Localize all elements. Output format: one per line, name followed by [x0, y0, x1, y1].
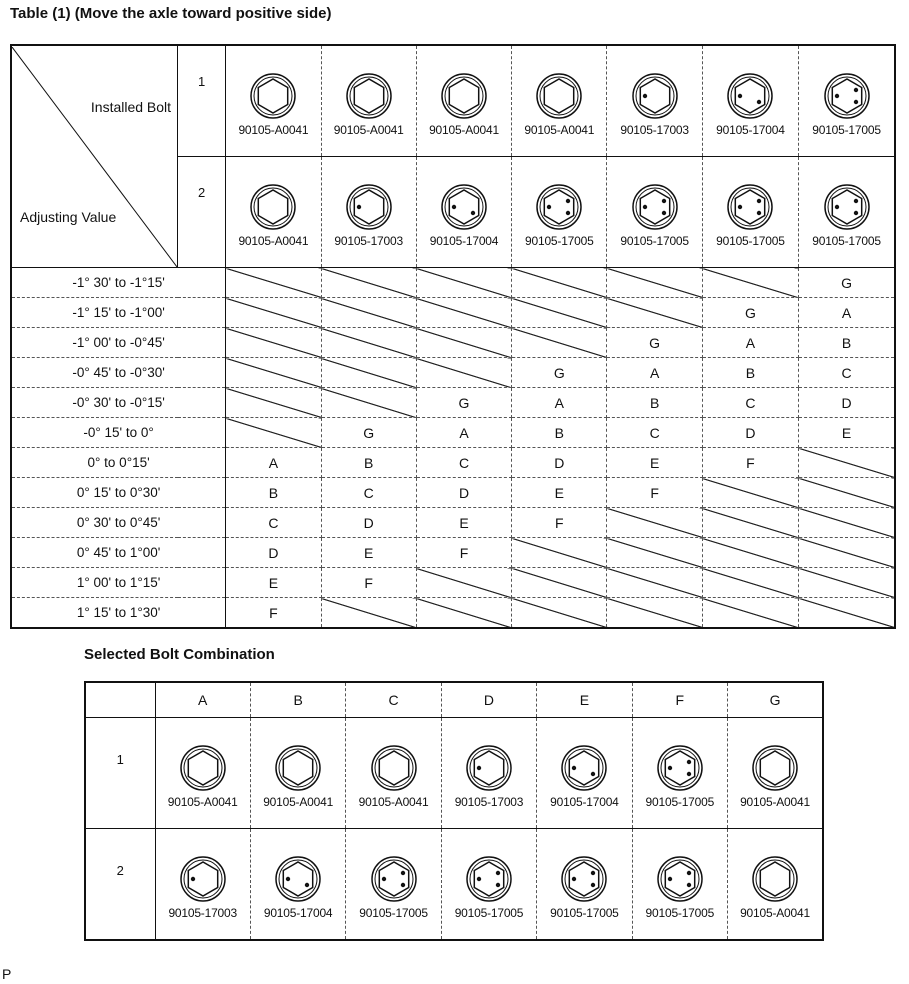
not-applicable-cell	[799, 598, 895, 629]
part-number: 90105-17004	[550, 795, 619, 809]
bolt-dot	[668, 877, 672, 881]
bolt-dot	[591, 883, 595, 887]
combination-cell: F	[702, 448, 798, 478]
combination-cell: C	[799, 358, 895, 388]
combination-cell: C	[321, 478, 416, 508]
bolt-dot	[496, 883, 500, 887]
combination-cell: D	[512, 448, 607, 478]
not-applicable-cell	[799, 508, 895, 538]
part-number: 90105-17005	[812, 234, 881, 248]
not-applicable-cell	[702, 598, 798, 629]
bolt-cell	[799, 45, 895, 157]
bolt-icon	[534, 182, 584, 232]
table-row	[11, 508, 895, 538]
combination-cell: B	[226, 478, 321, 508]
bolt-dot	[668, 766, 672, 770]
bolt-dot	[496, 871, 500, 875]
combination-cell: G	[416, 388, 511, 418]
bolt-cell	[346, 829, 441, 941]
bolt-icon	[822, 71, 872, 121]
bolt-dot	[853, 211, 857, 215]
bolt-cell	[155, 718, 250, 829]
table-row	[11, 298, 895, 328]
table-row	[11, 268, 895, 298]
part-number: 90105-A0041	[740, 906, 810, 920]
bolt-icon	[248, 182, 298, 232]
bolt-dot	[400, 871, 404, 875]
combination-cell: E	[226, 568, 321, 598]
combination-cell: D	[416, 478, 511, 508]
bolt-icon	[655, 743, 705, 793]
not-applicable-cell	[702, 508, 798, 538]
column-header: G	[728, 682, 823, 718]
part-number: 90105-17005	[359, 906, 428, 920]
table-row	[11, 598, 895, 629]
part-number: 90105-A0041	[167, 795, 238, 809]
combination-cell: B	[512, 418, 607, 448]
combination-cell: G	[702, 298, 798, 328]
not-applicable-cell	[321, 358, 416, 388]
adjusting-value-range: -1° 00' to -0°45'	[11, 328, 226, 358]
bolt-dot	[687, 883, 691, 887]
combination-cell: A	[799, 298, 895, 328]
bolt-icon	[178, 854, 228, 904]
not-applicable-cell	[512, 298, 607, 328]
column-header: B	[250, 682, 345, 718]
not-applicable-cell	[321, 598, 416, 629]
bolt-dot	[566, 199, 570, 203]
bolt-cell	[250, 829, 345, 941]
not-applicable-cell	[512, 328, 607, 358]
combination-cell: A	[607, 358, 702, 388]
adjusting-value-range: -0° 45' to -0°30'	[11, 358, 226, 388]
part-number: 90105-17004	[429, 234, 499, 248]
bolt-icon	[750, 854, 800, 904]
not-applicable-cell	[512, 598, 607, 629]
adjusting-value-range: 0° 30' to 0°45'	[11, 508, 226, 538]
bolt-icon	[630, 182, 680, 232]
bolt-cell	[226, 157, 321, 268]
not-applicable-cell	[799, 478, 895, 508]
bolt-cell	[537, 718, 632, 829]
bolt-icon	[439, 71, 489, 121]
part-number: 90105-17005	[645, 795, 715, 809]
part-number: 90105-17005	[812, 123, 881, 137]
table-row	[11, 358, 895, 388]
table-row	[85, 718, 823, 829]
bolt-dot	[591, 772, 595, 776]
bolt-cell	[728, 718, 823, 829]
column-header: F	[632, 682, 727, 718]
combination-cell: D	[321, 508, 416, 538]
part-number: 90105-A0041	[524, 123, 595, 137]
part-number: 90105-17004	[263, 906, 333, 920]
table-row	[85, 829, 823, 941]
bolt-icon	[822, 182, 872, 232]
bolt-icon	[534, 71, 584, 121]
bolt-icon	[630, 71, 680, 121]
bolt-cell	[512, 157, 607, 268]
row-number: 1	[178, 45, 226, 157]
bolt-cell	[632, 829, 727, 941]
table-row	[11, 418, 895, 448]
not-applicable-cell	[226, 358, 321, 388]
bolt-icon	[369, 743, 419, 793]
bolt-dot	[687, 772, 691, 776]
footer-mark: P	[2, 966, 12, 982]
combination-cell: B	[702, 358, 798, 388]
part-number: 90105-A0041	[429, 123, 499, 137]
bolt-cell	[250, 718, 345, 829]
not-applicable-cell	[607, 268, 702, 298]
not-applicable-cell	[512, 268, 607, 298]
table-row	[11, 568, 895, 598]
adjusting-value-range: -1° 15' to -1°00'	[11, 298, 226, 328]
part-number: 90105-17003	[334, 234, 403, 248]
not-applicable-cell	[416, 328, 511, 358]
not-applicable-cell	[607, 538, 702, 568]
part-number: 90105-17005	[716, 234, 785, 248]
not-applicable-cell	[416, 598, 511, 629]
bolt-dot	[738, 94, 742, 98]
part-number: 90105-17003	[454, 795, 524, 809]
bolt-dot	[572, 877, 576, 881]
not-applicable-cell	[321, 388, 416, 418]
combination-cell: B	[799, 328, 895, 358]
part-number: 90105-17003	[620, 123, 689, 137]
row-number: 2	[178, 157, 226, 268]
part-number: 90105-A0041	[263, 795, 334, 809]
bolt-dot	[191, 877, 195, 881]
bolt-cell	[632, 718, 727, 829]
bolt-dot	[853, 100, 857, 104]
bolt-icon	[655, 854, 705, 904]
bolt-dot	[834, 205, 838, 209]
table-row	[11, 328, 895, 358]
combination-cell: G	[799, 268, 895, 298]
adjusting-value-range: -1° 30' to -1°15'	[11, 268, 226, 298]
installed-bolt-label: Installed Bolt	[90, 98, 172, 115]
section-title: Selected Bolt Combination	[84, 646, 275, 663]
adjusting-value-label: Adjusting Value	[20, 208, 117, 225]
combination-cell: B	[607, 388, 702, 418]
bolt-dot	[661, 199, 665, 203]
combination-cell: B	[321, 448, 416, 478]
bolt-dot	[642, 94, 646, 98]
table-row	[11, 448, 895, 478]
combination-cell: G	[321, 418, 416, 448]
bolt-dot	[757, 211, 761, 215]
bolt-cell	[321, 157, 416, 268]
part-number: 90105-A0041	[333, 123, 404, 137]
bolt-dot	[381, 877, 385, 881]
page-title: Table (1) (Move the axle toward positive side)	[10, 5, 332, 22]
bolt-cell	[441, 829, 536, 941]
bolt-icon	[464, 743, 514, 793]
bolt-dot	[853, 88, 857, 92]
not-applicable-cell	[416, 268, 511, 298]
combination-cell: A	[416, 418, 511, 448]
part-number: 90105-17005	[645, 906, 715, 920]
part-number: 90105-17005	[620, 234, 689, 248]
bolt-dot	[286, 877, 290, 881]
adjusting-value-range: 1° 00' to 1°15'	[11, 568, 226, 598]
not-applicable-cell	[512, 538, 607, 568]
bolt-cell	[537, 829, 632, 941]
combination-cell: F	[607, 478, 702, 508]
adjusting-value-range: 0° 15' to 0°30'	[11, 478, 226, 508]
bolt-cell	[702, 45, 798, 157]
bolt-dot	[834, 94, 838, 98]
diagonal-header	[11, 45, 178, 268]
not-applicable-cell	[607, 598, 702, 629]
bolt-cell	[441, 718, 536, 829]
bolt-dot	[687, 871, 691, 875]
combination-cell: C	[607, 418, 702, 448]
bolt-icon	[273, 743, 323, 793]
selected-bolt-table	[84, 681, 824, 941]
bolt-dot	[572, 766, 576, 770]
bolt-cell	[416, 157, 511, 268]
combination-cell: D	[226, 538, 321, 568]
not-applicable-cell	[321, 298, 416, 328]
part-number: 90105-A0041	[358, 795, 429, 809]
not-applicable-cell	[512, 568, 607, 598]
bolt-dot	[356, 205, 360, 209]
not-applicable-cell	[702, 538, 798, 568]
bolt-cell	[728, 829, 823, 941]
bolt-cell	[607, 45, 702, 157]
bolt-dot	[757, 199, 761, 203]
column-header: E	[537, 682, 632, 718]
bolt-dot	[757, 100, 761, 104]
not-applicable-cell	[226, 328, 321, 358]
combination-cell: E	[321, 538, 416, 568]
combination-cell: F	[512, 508, 607, 538]
combination-cell: A	[512, 388, 607, 418]
bolt-cell	[702, 157, 798, 268]
bolt-icon	[248, 71, 298, 121]
bolt-icon	[178, 743, 228, 793]
part-number: 90105-17005	[454, 906, 524, 920]
bolt-dot	[566, 211, 570, 215]
combination-cell: G	[512, 358, 607, 388]
bolt-dot	[547, 205, 551, 209]
combination-cell: C	[416, 448, 511, 478]
combination-cell: C	[702, 388, 798, 418]
combination-cell: E	[512, 478, 607, 508]
not-applicable-cell	[416, 568, 511, 598]
bolt-dot	[738, 205, 742, 209]
adjusting-value-range: 0° to 0°15'	[11, 448, 226, 478]
adjusting-value-range: -0° 30' to -0°15'	[11, 388, 226, 418]
bolt-icon	[273, 854, 323, 904]
part-number: 90105-A0041	[238, 123, 309, 137]
bolt-cell	[321, 45, 416, 157]
bolt-dot	[477, 877, 481, 881]
table-row	[11, 538, 895, 568]
bolt-dot	[305, 883, 309, 887]
bolt-cell	[512, 45, 607, 157]
bolt-icon	[344, 71, 394, 121]
adjusting-value-range: 0° 45' to 1°00'	[11, 538, 226, 568]
bolt-dot	[477, 766, 481, 770]
bolt-icon	[559, 854, 609, 904]
not-applicable-cell	[799, 448, 895, 478]
not-applicable-cell	[702, 568, 798, 598]
combination-cell: D	[702, 418, 798, 448]
not-applicable-cell	[226, 418, 321, 448]
bolt-dot	[591, 871, 595, 875]
combination-cell: A	[702, 328, 798, 358]
not-applicable-cell	[416, 358, 511, 388]
diagonal-line	[12, 47, 177, 267]
bolt-dot	[687, 760, 691, 764]
table-row	[11, 388, 895, 418]
bolt-icon	[464, 854, 514, 904]
bolt-dot	[471, 211, 475, 215]
not-applicable-cell	[799, 538, 895, 568]
bolt-icon	[750, 743, 800, 793]
bolt-icon	[439, 182, 489, 232]
not-applicable-cell	[799, 568, 895, 598]
bolt-dot	[400, 883, 404, 887]
part-number: 90105-A0041	[740, 795, 810, 809]
part-number: 90105-A0041	[238, 234, 309, 248]
combination-cell: A	[226, 448, 321, 478]
row-number: 2	[85, 829, 155, 941]
not-applicable-cell	[607, 508, 702, 538]
bolt-cell	[607, 157, 702, 268]
table-row	[11, 478, 895, 508]
adjustment-table	[10, 44, 896, 629]
part-number: 90105-17004	[716, 123, 785, 137]
bolt-icon	[344, 182, 394, 232]
not-applicable-cell	[321, 268, 416, 298]
part-number: 90105-17003	[168, 906, 237, 920]
bolt-icon	[559, 743, 609, 793]
not-applicable-cell	[607, 568, 702, 598]
bolt-dot	[853, 199, 857, 203]
not-applicable-cell	[226, 268, 321, 298]
adjusting-value-range: -0° 15' to 0°	[11, 418, 226, 448]
not-applicable-cell	[416, 298, 511, 328]
bolt-dot	[452, 205, 456, 209]
part-number: 90105-17005	[550, 906, 619, 920]
bolt-cell	[799, 157, 895, 268]
not-applicable-cell	[702, 478, 798, 508]
not-applicable-cell	[226, 298, 321, 328]
combination-cell: E	[799, 418, 895, 448]
bolt-icon	[369, 854, 419, 904]
bolt-dot	[661, 211, 665, 215]
combination-cell: C	[226, 508, 321, 538]
bolt-cell	[416, 45, 511, 157]
bolt-cell	[155, 829, 250, 941]
bolt-cell	[226, 45, 321, 157]
bolt-icon	[725, 71, 775, 121]
row-number: 1	[85, 718, 155, 829]
column-header: C	[346, 682, 441, 718]
combination-cell: G	[607, 328, 702, 358]
part-number: 90105-17005	[525, 234, 594, 248]
combination-cell: F	[321, 568, 416, 598]
not-applicable-cell	[702, 268, 798, 298]
bolt-icon	[725, 182, 775, 232]
bolt-dot	[642, 205, 646, 209]
combination-cell: E	[607, 448, 702, 478]
not-applicable-cell	[321, 328, 416, 358]
corner-cell	[85, 682, 155, 718]
column-header: A	[155, 682, 250, 718]
combination-cell: E	[416, 508, 511, 538]
adjusting-value-range: 1° 15' to 1°30'	[11, 598, 226, 629]
combination-cell: D	[799, 388, 895, 418]
combination-cell: F	[416, 538, 511, 568]
column-header: D	[441, 682, 536, 718]
not-applicable-cell	[226, 388, 321, 418]
combination-cell: F	[226, 598, 321, 629]
bolt-cell	[346, 718, 441, 829]
not-applicable-cell	[607, 298, 702, 328]
